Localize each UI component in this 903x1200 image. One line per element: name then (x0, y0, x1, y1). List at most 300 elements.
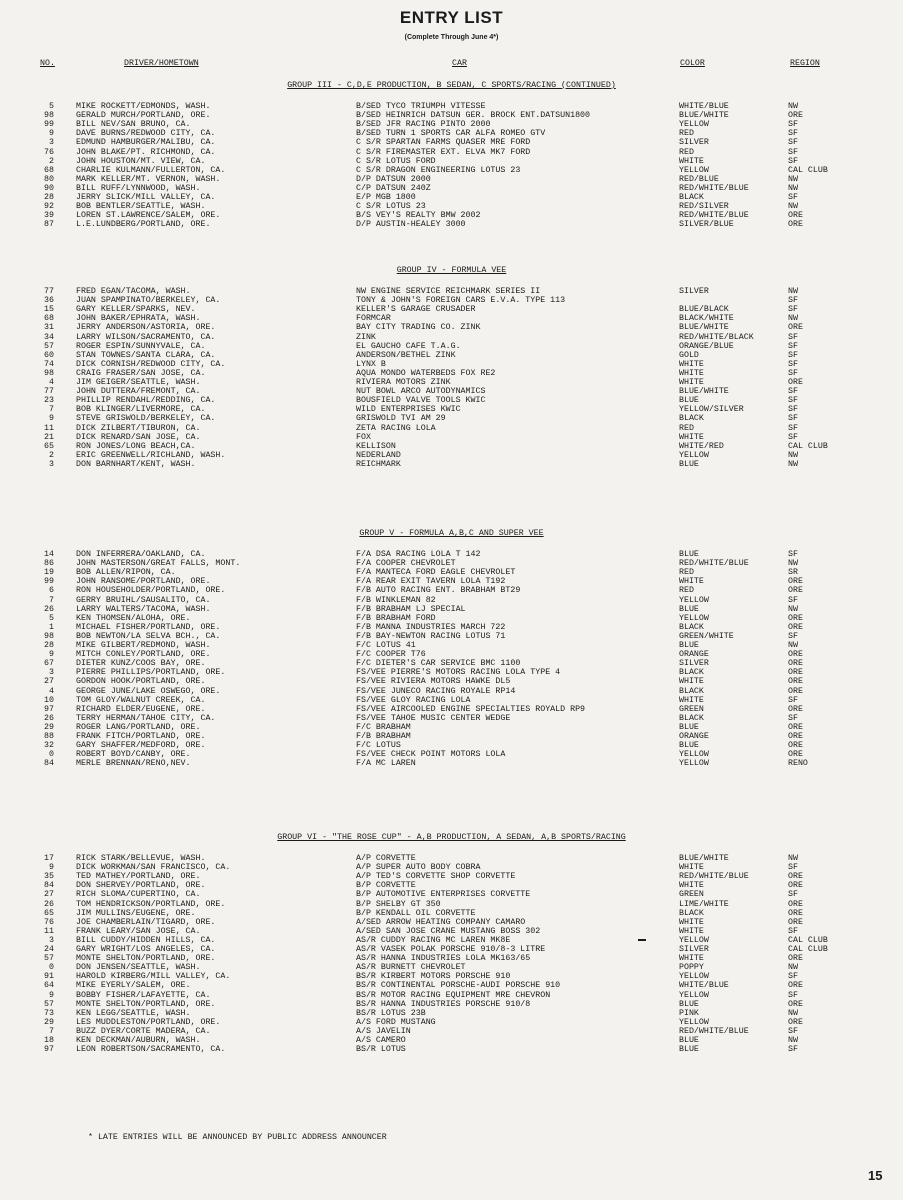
entry-driver: KEN LEGG/SEATTLE, WASH. (76, 1008, 191, 1018)
entry-driver: LARRY WALTERS/TACOMA, WASH. (76, 604, 211, 614)
entry-row (0, 927, 903, 936)
entry-color: WHITE (679, 156, 704, 166)
entry-row (0, 909, 903, 918)
entry-color: RED (679, 423, 694, 433)
entry-region: ORE (788, 732, 803, 741)
entry-car: REICHMARK (356, 459, 401, 469)
entry-number: 2 (49, 450, 54, 460)
entry-color: WHITE/BLUE (679, 981, 729, 991)
entry-color: BLUE (679, 396, 699, 406)
entry-row (0, 954, 903, 963)
entry-region: CAL CLUB (788, 441, 828, 451)
entry-region: ORE (788, 378, 803, 387)
entry-color: BLUE (679, 604, 699, 614)
entry-row (0, 687, 903, 696)
header-color: COLOR (680, 59, 705, 68)
entry-car: F/A DSA RACING LOLA T 142 (356, 550, 481, 559)
entry-car: F/C LOTUS 41 (356, 641, 416, 650)
entry-row (0, 314, 903, 323)
entry-number: 5 (49, 102, 54, 111)
entry-car: F/B BRABHAM LJ SPECIAL (356, 604, 466, 614)
entry-row (0, 1036, 903, 1045)
entry-car: FORMCAR (356, 314, 391, 324)
entry-driver: ERIC GREENWELL/RICHLAND, WASH. (76, 450, 226, 460)
entry-row (0, 650, 903, 659)
entry-row (0, 175, 903, 184)
entry-row (0, 360, 903, 369)
entry-number: 36 (44, 296, 54, 306)
entry-number: 99 (44, 120, 54, 130)
entry-driver: RON HOUSEHOLDER/PORTLAND, ORE. (76, 586, 226, 596)
entry-car: C S/R LOTUS FORD (356, 156, 436, 166)
entry-car: BS/R HANNA INDUSTRIES PORSCHE 910/8 (356, 999, 531, 1009)
entry-car: F/C LOTUS (356, 741, 401, 751)
entry-color: BLACK (679, 686, 704, 696)
entry-driver: GERALD MURCH/PORTLAND, ORE. (76, 111, 211, 121)
entry-number: 19 (44, 568, 54, 578)
entry-number: 3 (49, 459, 54, 469)
entry-number: 0 (49, 750, 54, 760)
entry-region: NW (788, 1008, 798, 1018)
entry-row (0, 433, 903, 442)
entry-car: BS/R LOTUS 23B (356, 1008, 426, 1018)
entry-car: A/S JAVELIN (356, 1026, 411, 1036)
entry-region: NW (788, 183, 798, 193)
entry-region: SF (788, 405, 798, 415)
entry-color: BLUE (679, 722, 699, 732)
entry-color: WHITE (679, 368, 704, 378)
entry-number: 80 (44, 174, 54, 184)
entry-driver: LES MUDDLESTON/PORTLAND, ORE. (76, 1017, 221, 1027)
stray-mark (638, 939, 646, 941)
entry-car: BOUSFIELD VALVE TOOLS KWIC (356, 396, 486, 406)
entry-color: WHITE (679, 677, 704, 687)
group-title: GROUP III - C,D,E PRODUCTION, B SEDAN, C SPORTS/RACING (CONTINUED) (287, 81, 616, 90)
entry-driver: JERRY SLICK/MILL VALLEY, CA. (76, 193, 216, 202)
entry-driver: STAN TOWNES/SANTA CLARA, CA. (76, 350, 216, 360)
entry-row (0, 741, 903, 750)
entry-row (0, 323, 903, 332)
entry-row (0, 396, 903, 405)
entry-driver: MONTE SHELTON/PORTLAND, ORE. (76, 954, 216, 964)
entry-region: NW (788, 559, 798, 569)
entry-color: SILVER (679, 138, 709, 148)
entry-region: ORE (788, 659, 803, 669)
entry-driver: BOB ALLEN/RIPON, CA. (76, 568, 176, 578)
entry-row (0, 863, 903, 872)
entry-color: RED/BLUE (679, 174, 719, 184)
entry-number: 15 (44, 305, 54, 315)
entry-driver: CRAIG FRASER/SAN JOSE, CA. (76, 368, 206, 378)
entry-number: 86 (44, 559, 54, 569)
entry-region: NW (788, 604, 798, 614)
entry-car: A/P SUPER AUTO BODY COBRA (356, 863, 481, 873)
entry-color: WHITE (679, 359, 704, 369)
entry-region: NW (788, 854, 798, 863)
entry-driver: TERRY HERMAN/TAHOE CITY, CA. (76, 713, 216, 723)
entry-color: RED/SILVER (679, 202, 729, 212)
entry-number: 31 (44, 323, 54, 333)
entry-car: BS/R LOTUS (356, 1045, 406, 1055)
entry-region: SF (788, 926, 798, 936)
entry-row (0, 220, 903, 229)
entry-color: WHITE/BLUE (679, 102, 729, 111)
entry-color: BLACK (679, 668, 704, 678)
entry-car: D/P DATSUN 2000 (356, 174, 431, 184)
entry-region: SF (788, 368, 798, 378)
entry-number: 3 (49, 935, 54, 945)
entry-number: 26 (44, 899, 54, 909)
entry-car: EL GAUCHO CAFE T.A.G. (356, 341, 461, 351)
entry-region: ORE (788, 881, 803, 891)
entry-row (0, 193, 903, 202)
entry-region: SF (788, 396, 798, 406)
entry-region: SF (788, 156, 798, 166)
entry-driver: MERLE BRENNAN/RENO,NEV. (76, 759, 191, 769)
entry-row (0, 120, 903, 129)
entry-car: C/P DATSUN 240Z (356, 183, 431, 193)
entry-car: A/S FORD MUSTANG (356, 1017, 436, 1027)
entry-number: 23 (44, 396, 54, 406)
entry-region: SF (788, 550, 798, 559)
entry-row (0, 659, 903, 668)
entry-row (0, 918, 903, 927)
entry-row (0, 369, 903, 378)
entry-number: 7 (49, 595, 54, 605)
entry-driver: GEORGE JUNE/LAKE OSWEGO, ORE. (76, 686, 221, 696)
entry-driver: FRED EGAN/TACOMA, WASH. (76, 287, 191, 296)
header-driver: DRIVER/HOMETOWN (124, 59, 199, 68)
entry-row (0, 732, 903, 741)
entry-color: YELLOW (679, 613, 709, 623)
entry-region: SR (788, 568, 798, 578)
entry-car: F/C BRABHAM (356, 722, 411, 732)
entry-region: ORE (788, 613, 803, 623)
entry-row (0, 442, 903, 451)
entry-car: FOX (356, 432, 371, 442)
entry-number: 26 (44, 604, 54, 614)
entry-color: WHITE (679, 577, 704, 587)
entry-row (0, 936, 903, 945)
header-no: NO. (40, 59, 55, 68)
entry-color: YELLOW (679, 935, 709, 945)
entry-region: ORE (788, 722, 803, 732)
entry-number: 68 (44, 314, 54, 324)
entry-region: NW (788, 102, 798, 111)
entry-color: WHITE (679, 954, 704, 964)
entry-car: ZETA RACING LOLA (356, 423, 436, 433)
entry-car: B/SED JFR RACING PINTO 2000 (356, 120, 491, 130)
entry-row (0, 157, 903, 166)
entry-car: BAY CITY TRADING CO. ZINK (356, 323, 481, 333)
entry-car: A/P CORVETTE (356, 854, 416, 863)
entry-color: YELLOW (679, 165, 709, 175)
entry-row (0, 677, 903, 686)
entry-row (0, 460, 903, 469)
entry-region: ORE (788, 211, 803, 221)
entry-driver: PIERRE PHILLIPS/PORTLAND, ORE. (76, 668, 226, 678)
entry-car: A/SED ARROW HEATING COMPANY CAMARO (356, 917, 526, 927)
entry-row (0, 550, 903, 559)
entry-region: NW (788, 202, 798, 212)
entry-car: FS/VEE PIERRE'S MOTORS RACING LOLA TYPE 4 (356, 668, 561, 678)
entry-number: 97 (44, 1045, 54, 1055)
entry-row (0, 138, 903, 147)
entry-region: SF (788, 387, 798, 397)
entry-car: AS/R HANNA INDUSTRIES LOLA MK163/65 (356, 954, 531, 964)
entry-region: ORE (788, 577, 803, 587)
entry-car: NW ENGINE SERVICE REICHMARK SERIES II (356, 287, 541, 296)
entry-number: 14 (44, 550, 54, 559)
entry-row (0, 881, 903, 890)
entry-color: BLUE (679, 999, 699, 1009)
entry-row (0, 759, 903, 768)
entry-region: SF (788, 147, 798, 157)
entry-region: SF (788, 350, 798, 360)
entry-number: 76 (44, 917, 54, 927)
entry-region: SF (788, 713, 798, 723)
entry-driver: DICK WORKMAN/SAN FRANCISCO, CA. (76, 863, 231, 873)
entry-car: F/B BAY-NEWTON RACING LOTUS 71 (356, 631, 506, 641)
entry-color: BLUE (679, 641, 699, 650)
entry-row (0, 723, 903, 732)
entry-number: 17 (44, 854, 54, 863)
entry-region: SF (788, 341, 798, 351)
entry-row (0, 586, 903, 595)
entry-number: 65 (44, 441, 54, 451)
entry-row (0, 872, 903, 881)
entry-number: 4 (49, 378, 54, 387)
entry-row (0, 405, 903, 414)
entry-row (0, 972, 903, 981)
entry-number: 7 (49, 405, 54, 415)
entry-car: B/S VEY'S REALTY BMW 2002 (356, 211, 481, 221)
entry-driver: JOHN BLAKE/PT. RICHMOND, CA. (76, 147, 216, 157)
entry-color: BLUE (679, 741, 699, 751)
entry-number: 65 (44, 908, 54, 918)
entry-number: 68 (44, 165, 54, 175)
entry-color: BLACK (679, 622, 704, 632)
entry-region: SF (788, 193, 798, 202)
entry-row (0, 705, 903, 714)
entry-region: SF (788, 129, 798, 139)
entry-color: WHITE (679, 917, 704, 927)
entry-number: 77 (44, 387, 54, 397)
entry-region: SF (788, 695, 798, 705)
entry-row (0, 287, 903, 296)
entry-number: 6 (49, 586, 54, 596)
entry-region: ORE (788, 908, 803, 918)
entry-car: TONY & JOHN'S FOREIGN CARS E.V.A. TYPE 113 (356, 296, 566, 306)
entry-driver: PHILLIP RENDAHL/REDDING, CA. (76, 396, 216, 406)
entry-number: 9 (49, 650, 54, 660)
entry-driver: MIKE EYERLY/SALEM, ORE. (76, 981, 191, 991)
entry-driver: L.E.LUNDBERG/PORTLAND, ORE. (76, 220, 211, 230)
entry-driver: KEN THOMSEN/ALOHA, ORE. (76, 613, 191, 623)
entry-car: FS/VEE AIRCOOLED ENGINE SPECIALTIES ROYALD RP9 (356, 704, 586, 714)
entry-region: SF (788, 595, 798, 605)
entry-driver: DICK CORNISH/REDWOOD CITY, CA. (76, 359, 226, 369)
entry-car: AQUA MONDO WATERBEDS FOX RE2 (356, 368, 496, 378)
entry-color: WHITE (679, 863, 704, 873)
entry-driver: JUAN SPAMPINATO/BERKELEY, CA. (76, 296, 221, 306)
entry-region: SF (788, 863, 798, 873)
entry-region: ORE (788, 323, 803, 333)
entry-row (0, 1027, 903, 1036)
entry-row (0, 1000, 903, 1009)
entry-region: ORE (788, 668, 803, 678)
entry-driver: GARY KELLER/SPARKS, NEV. (76, 305, 196, 315)
entry-color: RED/WHITE/BLUE (679, 211, 749, 221)
entry-number: 2 (49, 156, 54, 166)
entry-color: BLACK (679, 193, 704, 202)
entry-car: F/B MANNA INDUSTRIES MARCH 722 (356, 622, 506, 632)
entry-driver: JERRY ANDERSON/ASTORIA, ORE. (76, 323, 216, 333)
entry-driver: DON INFERRERA/OAKLAND, CA. (76, 550, 206, 559)
entry-car: A/SED SAN JOSE CRANE MUSTANG BOSS 302 (356, 926, 541, 936)
entry-number: 1 (49, 622, 54, 632)
entry-row (0, 1009, 903, 1018)
entry-color: YELLOW (679, 595, 709, 605)
entry-region: ORE (788, 1017, 803, 1027)
entry-row (0, 296, 903, 305)
entry-color: SILVER (679, 659, 709, 669)
entry-car: E/P MGB 1800 (356, 193, 416, 202)
entry-region: ORE (788, 111, 803, 121)
entry-driver: LOREN ST.LAWRENCE/SALEM, ORE. (76, 211, 221, 221)
entry-color: WHITE (679, 881, 704, 891)
entry-car: F/B WINKLEMAN 82 (356, 595, 436, 605)
entry-driver: MICHAEL FISHER/PORTLAND, ORE. (76, 622, 221, 632)
entry-number: 64 (44, 981, 54, 991)
entry-number: 27 (44, 890, 54, 900)
entry-number: 7 (49, 1026, 54, 1036)
entry-number: 90 (44, 183, 54, 193)
entry-color: GOLD (679, 350, 699, 360)
entry-driver: BILL NEV/SAN BRUNO, CA. (76, 120, 191, 130)
entry-driver: RICK STARK/BELLEVUE, WASH. (76, 854, 206, 863)
entry-region: ORE (788, 704, 803, 714)
entry-region: ORE (788, 586, 803, 596)
entry-number: 84 (44, 881, 54, 891)
entry-number: 10 (44, 695, 54, 705)
entry-car: B/P KENDALL OIL CORVETTE (356, 908, 476, 918)
entry-number: 39 (44, 211, 54, 221)
entry-row (0, 202, 903, 211)
entry-color: SILVER (679, 287, 709, 296)
entry-number: 0 (49, 963, 54, 973)
entry-row (0, 102, 903, 111)
entry-car: D/P AUSTIN-HEALEY 3000 (356, 220, 466, 230)
entry-driver: DAVE BURNS/REDWOOD CITY, CA. (76, 129, 216, 139)
entry-driver: JOHN HOUSTON/MT. VIEW, CA. (76, 156, 206, 166)
entry-region: ORE (788, 741, 803, 751)
entry-row (0, 900, 903, 909)
entry-driver: LARRY WILSON/SACRAMENTO, CA. (76, 332, 216, 342)
entry-number: 91 (44, 972, 54, 982)
entry-car: AS/R CUDDY RACING MC LAREN MK8E (356, 935, 511, 945)
entry-region: SF (788, 423, 798, 433)
entry-color: WHITE (679, 378, 704, 387)
entry-color: WHITE (679, 432, 704, 442)
entry-region: ORE (788, 220, 803, 230)
entry-row (0, 991, 903, 1000)
entry-driver: BILL CUDDY/HIDDEN HILLS, CA. (76, 935, 216, 945)
entry-number: 18 (44, 1036, 54, 1045)
entry-color: BLACK (679, 713, 704, 723)
entry-region: ORE (788, 899, 803, 909)
entry-car: BS/R CONTINENTAL PORSCHE-AUDI PORSCHE 910 (356, 981, 561, 991)
entry-car: AS/R BURNETT CHEVROLET (356, 963, 466, 973)
group-title: GROUP V - FORMULA A,B,C AND SUPER VEE (359, 529, 544, 538)
entry-color: PINK (679, 1008, 699, 1018)
entry-row (0, 184, 903, 193)
entry-number: 29 (44, 1017, 54, 1027)
footnote: * LATE ENTRIES WILL BE ANNOUNCED BY PUBLIC ADDRESS ANNOUNCER (88, 1133, 387, 1142)
entry-driver: DIETER KUNZ/COOS BAY, ORE. (76, 659, 206, 669)
entry-number: 76 (44, 147, 54, 157)
entry-row (0, 714, 903, 723)
entry-number: 57 (44, 999, 54, 1009)
entry-car: LYNX B (356, 359, 386, 369)
group-title: GROUP IV - FORMULA VEE (396, 266, 507, 275)
page-title: ENTRY LIST (399, 8, 504, 27)
entry-color: ORANGE/BLUE (679, 341, 734, 351)
entry-number: 73 (44, 1008, 54, 1018)
entry-region: SF (788, 890, 798, 900)
entry-driver: MITCH CONLEY/PORTLAND, ORE. (76, 650, 211, 660)
entry-color: WHITE/RED (679, 441, 724, 451)
entry-car: F/A MANTECA FORD EAGLE CHEVROLET (356, 568, 516, 578)
entry-driver: DON SHERVEY/PORTLAND, ORE. (76, 881, 206, 891)
entry-driver: FRANK LEARY/SAN JOSE, CA. (76, 926, 201, 936)
entry-driver: DON JENSEN/SEATTLE, WASH. (76, 963, 201, 973)
page-number: 15 (868, 1168, 883, 1183)
entry-driver: TOM HENDRICKSON/PORTLAND, ORE. (76, 899, 226, 909)
entry-driver: GARY WRIGHT/LOS ANGELES, CA. (76, 945, 216, 954)
entry-number: 4 (49, 686, 54, 696)
entry-row (0, 854, 903, 863)
entry-driver: MONTE SHELTON/PORTLAND, ORE. (76, 999, 216, 1009)
entry-region: CAL CLUB (788, 945, 828, 954)
entry-number: 98 (44, 368, 54, 378)
entry-color: LIME/WHITE (679, 899, 729, 909)
entry-car: F/B BRABHAM FORD (356, 613, 436, 623)
entry-color: SILVER (679, 945, 709, 954)
entry-driver: FRANK FITCH/PORTLAND, ORE. (76, 732, 206, 741)
entry-driver: RICH SLOMA/CUPERTINO, CA. (76, 890, 201, 900)
entry-car: AS/R VASEK POLAK PORSCHE 910/8-3 LITRE (356, 945, 546, 954)
entry-number: 9 (49, 414, 54, 424)
entry-number: 84 (44, 759, 54, 769)
entry-region: SF (788, 332, 798, 342)
entry-row (0, 605, 903, 614)
entry-row (0, 333, 903, 342)
entry-row (0, 129, 903, 138)
entry-row (0, 890, 903, 899)
entry-driver: HAROLD KIRBERG/MILL VALLEY, CA. (76, 972, 231, 982)
entry-number: 21 (44, 432, 54, 442)
entry-row (0, 668, 903, 677)
entry-number: 87 (44, 220, 54, 230)
entry-row (0, 111, 903, 120)
entry-driver: LEON ROBERTSON/SACRAMENTO, CA. (76, 1045, 226, 1055)
entry-color: RED/WHITE/BLUE (679, 872, 749, 882)
entry-color: YELLOW (679, 972, 709, 982)
entry-driver: MIKE GILBERT/REDMOND, WASH. (76, 641, 211, 650)
entry-driver: BILL RUFF/LYNNWOOD, WASH. (76, 183, 201, 193)
entry-driver: JOHN MASTERSON/GREAT FALLS, MONT. (76, 559, 241, 569)
